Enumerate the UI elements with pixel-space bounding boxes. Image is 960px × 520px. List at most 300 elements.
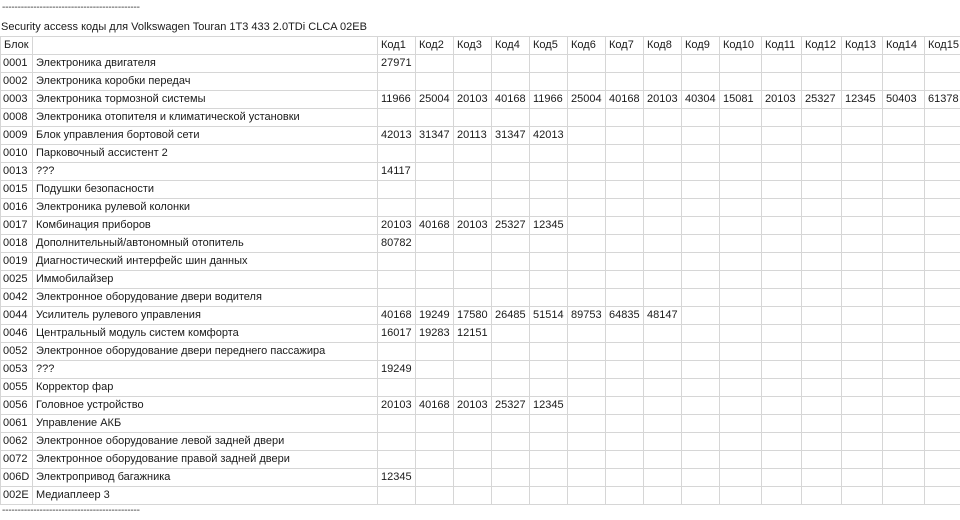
code-cell[interactable]: 26485 [492,307,530,325]
code-cell[interactable] [568,253,606,271]
code-cell[interactable] [802,289,842,307]
block-name-cell[interactable]: Электронное оборудование двери водителя [33,289,378,307]
code-cell[interactable]: 51514 [530,307,568,325]
code-cell[interactable] [378,415,416,433]
code-cell[interactable] [682,145,720,163]
block-name-cell[interactable]: ??? [33,163,378,181]
code-cell[interactable] [492,415,530,433]
code-cell[interactable] [568,415,606,433]
code-cell[interactable] [606,199,644,217]
code-cell[interactable]: 80782 [378,235,416,253]
code-cell[interactable] [842,469,883,487]
code-cell[interactable] [883,307,925,325]
code-cell[interactable]: 40168 [378,307,416,325]
code-cell[interactable] [842,181,883,199]
code-cell[interactable] [454,451,492,469]
code-cell[interactable] [568,397,606,415]
code-cell[interactable] [842,253,883,271]
code-cell[interactable] [842,55,883,73]
code-cell[interactable] [644,145,682,163]
code-cell[interactable]: 20103 [378,397,416,415]
code-cell[interactable] [492,145,530,163]
code-cell[interactable] [802,325,842,343]
code-cell[interactable] [530,415,568,433]
code-cell[interactable] [762,433,802,451]
code-cell[interactable] [644,361,682,379]
code-cell[interactable] [530,325,568,343]
header-cell-code[interactable]: Код4 [492,37,530,55]
code-cell[interactable] [925,253,960,271]
block-name-cell[interactable]: Электроника коробки передач [33,73,378,91]
code-cell[interactable] [568,271,606,289]
code-cell[interactable] [720,253,762,271]
code-cell[interactable] [606,217,644,235]
code-cell[interactable] [925,451,960,469]
block-name-cell[interactable]: Управление АКБ [33,415,378,433]
code-cell[interactable] [925,415,960,433]
code-cell[interactable]: 25004 [568,91,606,109]
code-cell[interactable]: 20103 [762,91,802,109]
code-cell[interactable]: 64835 [606,307,644,325]
code-cell[interactable] [416,253,454,271]
code-cell[interactable] [606,181,644,199]
code-cell[interactable] [378,343,416,361]
code-cell[interactable] [378,253,416,271]
code-cell[interactable] [762,469,802,487]
code-cell[interactable] [454,289,492,307]
code-cell[interactable] [883,145,925,163]
code-cell[interactable] [762,289,802,307]
code-cell[interactable] [762,55,802,73]
code-cell[interactable] [644,163,682,181]
code-cell[interactable] [454,343,492,361]
code-cell[interactable] [883,433,925,451]
code-cell[interactable] [720,343,762,361]
code-cell[interactable] [883,451,925,469]
code-cell[interactable] [762,217,802,235]
code-cell[interactable] [378,73,416,91]
code-cell[interactable] [842,307,883,325]
code-cell[interactable]: 31347 [416,127,454,145]
header-cell-code[interactable]: Код14 [883,37,925,55]
code-cell[interactable] [883,289,925,307]
code-cell[interactable] [682,199,720,217]
block-name-cell[interactable]: Электронное оборудование левой задней двери [33,433,378,451]
code-cell[interactable] [682,127,720,145]
code-cell[interactable] [568,343,606,361]
code-cell[interactable] [644,397,682,415]
code-cell[interactable]: 25327 [492,397,530,415]
code-cell[interactable]: 50403 [883,91,925,109]
code-cell[interactable] [925,163,960,181]
header-cell-code[interactable]: Код15 [925,37,960,55]
code-cell[interactable] [762,199,802,217]
block-name-cell[interactable]: Электропривод багажника [33,469,378,487]
block-id-cell[interactable]: 006D [1,469,33,487]
code-cell[interactable] [492,181,530,199]
code-cell[interactable] [682,343,720,361]
code-cell[interactable] [802,145,842,163]
code-cell[interactable] [644,415,682,433]
code-cell[interactable] [925,217,960,235]
header-cell-code[interactable]: Код6 [568,37,606,55]
code-cell[interactable] [883,343,925,361]
code-cell[interactable]: 12345 [842,91,883,109]
block-name-cell[interactable]: Электронное оборудование правой задней двери [33,451,378,469]
code-cell[interactable] [842,145,883,163]
code-cell[interactable] [802,415,842,433]
code-cell[interactable] [606,397,644,415]
code-cell[interactable] [644,55,682,73]
code-cell[interactable]: 20103 [454,217,492,235]
code-cell[interactable] [416,415,454,433]
block-name-cell[interactable]: Центральный модуль систем комфорта [33,325,378,343]
code-cell[interactable] [416,199,454,217]
code-cell[interactable]: 20103 [454,397,492,415]
code-cell[interactable] [802,397,842,415]
code-cell[interactable] [378,379,416,397]
code-cell[interactable] [416,73,454,91]
code-cell[interactable] [925,109,960,127]
code-cell[interactable] [842,415,883,433]
code-cell[interactable] [762,109,802,127]
code-cell[interactable] [644,253,682,271]
code-cell[interactable] [416,235,454,253]
code-cell[interactable] [682,397,720,415]
code-cell[interactable] [378,109,416,127]
code-cell[interactable] [606,343,644,361]
code-cell[interactable] [606,145,644,163]
block-id-cell[interactable]: 0072 [1,451,33,469]
code-cell[interactable]: 25327 [492,217,530,235]
code-cell[interactable] [492,271,530,289]
code-cell[interactable] [644,325,682,343]
block-name-cell[interactable]: Диагностический интерфейс шин данных [33,253,378,271]
code-cell[interactable] [842,73,883,91]
code-cell[interactable] [568,199,606,217]
block-name-cell[interactable]: Головное устройство [33,397,378,415]
code-cell[interactable] [606,253,644,271]
code-cell[interactable] [802,361,842,379]
code-cell[interactable] [606,109,644,127]
block-id-cell[interactable]: 0055 [1,379,33,397]
code-cell[interactable] [682,469,720,487]
code-cell[interactable] [802,73,842,91]
code-cell[interactable] [762,145,802,163]
code-cell[interactable] [762,397,802,415]
code-cell[interactable] [606,73,644,91]
code-cell[interactable]: 12151 [454,325,492,343]
code-cell[interactable] [720,145,762,163]
header-cell-code[interactable]: Код10 [720,37,762,55]
code-cell[interactable] [454,235,492,253]
block-name-cell[interactable]: Комбинация приборов [33,217,378,235]
block-id-cell[interactable]: 0042 [1,289,33,307]
code-cell[interactable] [682,217,720,235]
code-cell[interactable] [568,109,606,127]
code-cell[interactable] [925,469,960,487]
code-cell[interactable] [492,199,530,217]
code-cell[interactable] [530,73,568,91]
code-cell[interactable] [530,109,568,127]
code-cell[interactable] [492,433,530,451]
code-cell[interactable] [802,469,842,487]
code-cell[interactable] [802,451,842,469]
code-cell[interactable] [682,325,720,343]
code-cell[interactable] [454,469,492,487]
code-cell[interactable] [530,145,568,163]
code-cell[interactable] [925,127,960,145]
code-cell[interactable]: 12345 [530,397,568,415]
code-cell[interactable] [802,487,842,505]
code-cell[interactable] [644,217,682,235]
code-cell[interactable] [682,163,720,181]
header-cell-code[interactable]: Код12 [802,37,842,55]
code-cell[interactable]: 20103 [454,91,492,109]
code-cell[interactable] [568,361,606,379]
header-cell-code[interactable]: Код11 [762,37,802,55]
code-cell[interactable] [416,163,454,181]
code-cell[interactable]: 19249 [378,361,416,379]
code-cell[interactable] [720,289,762,307]
code-cell[interactable] [682,55,720,73]
code-cell[interactable] [416,145,454,163]
code-cell[interactable] [568,217,606,235]
code-cell[interactable] [720,217,762,235]
code-cell[interactable] [606,379,644,397]
code-cell[interactable] [842,271,883,289]
code-cell[interactable] [568,487,606,505]
code-cell[interactable] [925,55,960,73]
code-cell[interactable] [925,379,960,397]
code-cell[interactable] [762,379,802,397]
code-cell[interactable] [644,433,682,451]
code-cell[interactable] [454,163,492,181]
code-cell[interactable] [454,109,492,127]
code-cell[interactable] [925,307,960,325]
block-id-cell[interactable]: 0044 [1,307,33,325]
code-cell[interactable] [762,361,802,379]
code-cell[interactable] [925,145,960,163]
code-cell[interactable]: 17580 [454,307,492,325]
code-cell[interactable] [530,181,568,199]
code-cell[interactable] [720,199,762,217]
code-cell[interactable] [682,415,720,433]
code-cell[interactable] [883,325,925,343]
code-cell[interactable] [762,253,802,271]
code-cell[interactable] [842,451,883,469]
code-cell[interactable] [762,235,802,253]
code-cell[interactable] [568,55,606,73]
code-cell[interactable] [883,199,925,217]
code-cell[interactable] [568,163,606,181]
code-cell[interactable]: 11966 [378,91,416,109]
code-cell[interactable] [802,307,842,325]
code-cell[interactable] [492,163,530,181]
code-cell[interactable]: 40168 [492,91,530,109]
code-cell[interactable]: 25327 [802,91,842,109]
code-cell[interactable] [492,361,530,379]
code-cell[interactable] [568,127,606,145]
code-cell[interactable] [416,343,454,361]
header-cell-code[interactable]: Код9 [682,37,720,55]
code-cell[interactable] [606,289,644,307]
code-cell[interactable] [802,343,842,361]
block-name-cell[interactable]: Корректор фар [33,379,378,397]
code-cell[interactable]: 42013 [378,127,416,145]
code-cell[interactable] [644,343,682,361]
code-cell[interactable]: 19249 [416,307,454,325]
code-cell[interactable] [454,73,492,91]
header-cell-empty[interactable] [33,37,378,55]
code-cell[interactable] [530,55,568,73]
block-id-cell[interactable]: 0001 [1,55,33,73]
code-cell[interactable]: 12345 [530,217,568,235]
code-cell[interactable] [416,451,454,469]
block-id-cell[interactable]: 0053 [1,361,33,379]
code-cell[interactable] [802,127,842,145]
code-cell[interactable] [606,451,644,469]
code-cell[interactable] [378,271,416,289]
code-cell[interactable] [720,235,762,253]
code-cell[interactable] [842,289,883,307]
code-cell[interactable] [925,325,960,343]
code-cell[interactable] [883,73,925,91]
code-cell[interactable] [682,73,720,91]
code-cell[interactable]: 40168 [416,217,454,235]
code-cell[interactable]: 25004 [416,91,454,109]
code-cell[interactable] [606,55,644,73]
code-cell[interactable] [644,235,682,253]
code-cell[interactable] [492,73,530,91]
code-cell[interactable] [762,127,802,145]
block-name-cell[interactable]: Электронное оборудование двери переднего пассажира [33,343,378,361]
code-cell[interactable] [802,163,842,181]
code-cell[interactable] [802,433,842,451]
code-cell[interactable] [720,415,762,433]
code-cell[interactable] [454,199,492,217]
code-cell[interactable]: 20113 [454,127,492,145]
code-cell[interactable] [644,73,682,91]
block-id-cell[interactable]: 0016 [1,199,33,217]
code-cell[interactable] [492,469,530,487]
code-cell[interactable] [682,253,720,271]
code-cell[interactable] [530,163,568,181]
header-cell-code[interactable]: Код7 [606,37,644,55]
code-cell[interactable] [568,325,606,343]
code-cell[interactable] [925,181,960,199]
code-cell[interactable] [925,199,960,217]
code-cell[interactable]: 40168 [416,397,454,415]
code-cell[interactable] [802,235,842,253]
code-cell[interactable] [454,487,492,505]
code-cell[interactable] [378,451,416,469]
code-cell[interactable] [492,487,530,505]
code-cell[interactable] [720,487,762,505]
code-cell[interactable] [492,343,530,361]
block-name-cell[interactable]: ??? [33,361,378,379]
code-cell[interactable] [883,253,925,271]
code-cell[interactable] [925,343,960,361]
code-cell[interactable] [720,55,762,73]
code-cell[interactable] [925,271,960,289]
code-cell[interactable] [492,253,530,271]
code-cell[interactable] [454,271,492,289]
code-cell[interactable] [762,307,802,325]
code-cell[interactable]: 61378 [925,91,960,109]
code-cell[interactable] [802,199,842,217]
code-cell[interactable] [802,109,842,127]
code-cell[interactable] [802,181,842,199]
code-cell[interactable] [802,217,842,235]
block-id-cell[interactable]: 0003 [1,91,33,109]
code-cell[interactable] [842,217,883,235]
code-cell[interactable] [720,127,762,145]
code-cell[interactable] [762,487,802,505]
code-cell[interactable] [378,199,416,217]
code-cell[interactable] [802,379,842,397]
code-cell[interactable] [568,73,606,91]
code-cell[interactable] [568,451,606,469]
code-cell[interactable]: 89753 [568,307,606,325]
code-cell[interactable] [883,361,925,379]
code-cell[interactable] [720,469,762,487]
block-id-cell[interactable]: 002E [1,487,33,505]
code-cell[interactable]: 40304 [682,91,720,109]
code-cell[interactable] [416,433,454,451]
code-cell[interactable] [762,163,802,181]
code-cell[interactable] [925,235,960,253]
block-name-cell[interactable]: Парковочный ассистент 2 [33,145,378,163]
code-cell[interactable] [644,181,682,199]
code-cell[interactable] [883,397,925,415]
block-name-cell[interactable]: Электроника тормозной системы [33,91,378,109]
code-cell[interactable]: 48147 [644,307,682,325]
code-cell[interactable] [568,469,606,487]
code-cell[interactable] [720,379,762,397]
block-id-cell[interactable]: 0019 [1,253,33,271]
code-cell[interactable] [720,361,762,379]
code-cell[interactable] [842,163,883,181]
code-cell[interactable] [682,361,720,379]
code-cell[interactable] [883,55,925,73]
code-cell[interactable] [842,361,883,379]
code-cell[interactable] [762,181,802,199]
code-cell[interactable] [492,109,530,127]
code-cell[interactable] [883,469,925,487]
block-id-cell[interactable]: 0013 [1,163,33,181]
code-cell[interactable] [720,271,762,289]
code-cell[interactable]: 15081 [720,91,762,109]
code-cell[interactable] [720,325,762,343]
code-cell[interactable] [883,415,925,433]
code-cell[interactable] [720,307,762,325]
code-cell[interactable] [492,289,530,307]
code-cell[interactable] [762,271,802,289]
code-cell[interactable] [762,343,802,361]
code-cell[interactable] [530,235,568,253]
code-cell[interactable] [842,487,883,505]
code-cell[interactable] [378,145,416,163]
block-id-cell[interactable]: 0052 [1,343,33,361]
code-cell[interactable] [842,433,883,451]
code-cell[interactable] [644,271,682,289]
code-cell[interactable] [682,181,720,199]
code-cell[interactable] [416,361,454,379]
code-cell[interactable] [682,487,720,505]
code-cell[interactable] [378,433,416,451]
code-cell[interactable] [842,397,883,415]
